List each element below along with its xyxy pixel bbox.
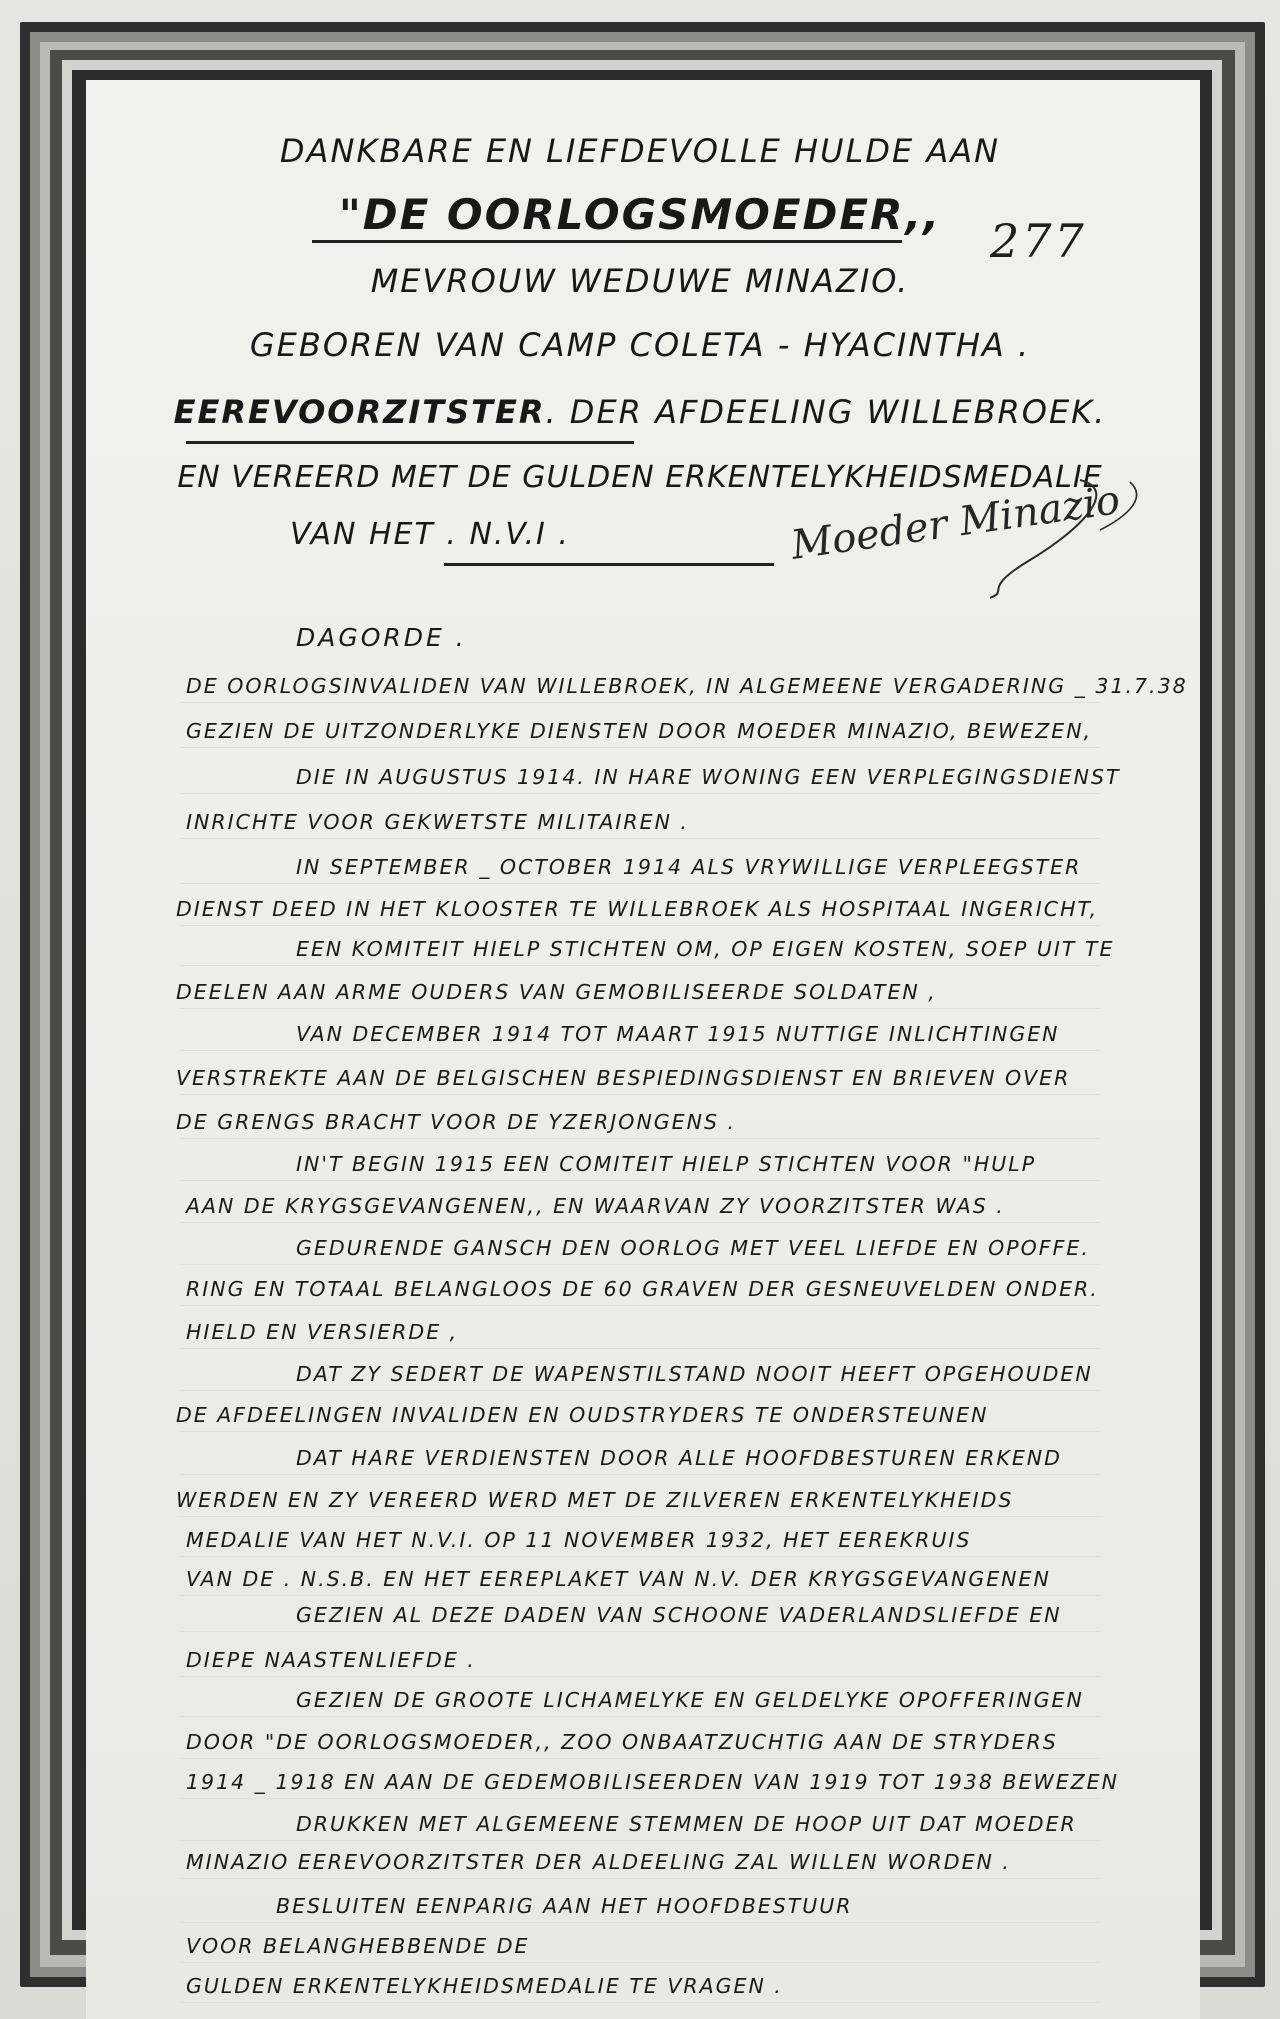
ruled-line [180,1431,1100,1432]
body-line: RING EN TOTAAL BELANGLOOS DE 60 GRAVEN DER GESNEUVELDEN ONDER. [186,1277,1099,1301]
ruled-line [180,1758,1100,1759]
body-line: DRUKKEN MET ALGEMEENE STEMMEN DE HOOP UIT DAT MOEDER [296,1812,1077,1836]
ruled-line [180,1556,1100,1557]
header-line-5-rest: . DER AFDEELING WILLEBROEK. [545,393,1107,431]
header-line-4: GEBOREN VAN CAMP COLETA - HYACINTHA . [249,326,1031,364]
ruled-line [180,1516,1100,1517]
ruled-line [180,965,1100,966]
body-line: VERSTREKTE AAN DE BELGISCHEN BESPIEDINGSDIENST EN BRIEVEN OVER [176,1066,1071,1090]
ruled-line [180,1474,1100,1475]
body-line: DE AFDEELINGEN INVALIDEN EN OUDSTRYDERS TE ONDERSTEUNEN [176,1403,989,1427]
ruled-line [180,1348,1100,1349]
ruled-line [180,1922,1100,1923]
honorary-chair-underline [186,441,634,444]
body-line: AAN DE KRYGSGEVANGENEN,, EN WAARVAN ZY VOORZITSTER WAS . [186,1194,1005,1218]
ruled-line [180,1050,1100,1051]
body-line: DOOR "DE OORLOGSMOEDER,, ZOO ONBAATZUCHTIG AAN DE STRYDERS [186,1730,1058,1754]
body-line: DIE IN AUGUSTUS 1914. IN HARE WONING EEN VERPLEGINGSDIENST [296,765,1121,789]
handwritten-signature: Moeder Minazio [788,477,1123,569]
ruled-line [180,925,1100,926]
body-line: GULDEN ERKENTELYKHEIDSMEDALIE TE VRAGEN . [186,1974,783,1998]
body-line: WERDEN EN ZY VEREERD WERD MET DE ZILVEREN ERKENTELYKHEIDS [176,1488,1014,1512]
signature-flourish [780,470,1160,600]
ruled-line [180,1094,1100,1095]
honorary-chair-word: EEREVOORZITSTER [173,393,546,431]
body-line: DIEPE NAASTENLIEFDE . [186,1648,476,1672]
header-line-5 [0,393,1280,431]
agenda-heading: DAGORDE . [296,623,467,652]
header-line-3: MEVROUW WEDUWE MINAZIO. [370,262,910,300]
body-line: DAT ZY SEDERT DE WAPENSTILSTAND NOOIT HEEFT OPGEHOUDEN [296,1362,1093,1386]
header-line-7: VAN HET . N.V.I . [290,517,570,552]
ruled-line [180,702,1100,703]
ruled-line [180,1138,1100,1139]
ruled-line [180,1631,1100,1632]
body-line: IN'T BEGIN 1915 EEN COMITEIT HIELP STICHTEN VOOR "HULP [296,1152,1037,1176]
body-line: 1914 _ 1918 EN AAN DE GEDEMOBILISEERDEN VAN 1919 TOT 1938 BEWEZEN [186,1770,1119,1794]
body-line: MEDALIE VAN HET N.V.I. OP 11 NOVEMBER 1932, HET EEREKRUIS [186,1528,972,1552]
body-line: DAT HARE VERDIENSTEN DOOR ALLE HOOFDBESTUREN ERKEND [296,1446,1062,1470]
ruled-line [180,793,1100,794]
body-line: INRICHTE VOOR GEKWETSTE MILITAIREN . [186,810,689,834]
body-line: IN SEPTEMBER _ OCTOBER 1914 ALS VRYWILLIGE VERPLEEGSTER [296,855,1082,879]
body-line: MINAZIO EEREVOORZITSTER DER ALDEELING ZAL WILLEN WORDEN . [186,1850,1011,1874]
body-line: DIENST DEED IN HET KLOOSTER TE WILLEBROEK ALS HOSPITAAL INGERICHT, [176,897,1099,921]
body-line: GEDURENDE GANSCH DEN OORLOG MET VEEL LIEFDE EN OPOFFE. [296,1236,1090,1260]
body-line: VOOR BELANGHEBBENDE DE [186,1934,530,1958]
header-line-1: DANKBARE EN LIEFDEVOLLE HULDE AAN [279,132,1001,170]
ruled-line [180,1264,1100,1265]
ruled-line [180,1716,1100,1717]
body-line: VAN DE . N.S.B. EN HET EEREPLAKET VAN N.V. DER KRYGSGEVANGENEN [186,1567,1051,1591]
ruled-line [180,1676,1100,1677]
ruled-line [180,1595,1100,1596]
header-line-6: EN VEREERD MET DE GULDEN ERKENTELYKHEIDSMEDALIE [177,460,1103,495]
ruled-line [180,1180,1100,1181]
ruled-line [180,747,1100,748]
body-line: HIELD EN VERSIERDE , [186,1320,459,1344]
title-underline [312,240,902,243]
ruled-line [180,1878,1100,1879]
body-line: GEZIEN DE GROOTE LICHAMELYKE EN GELDELYKE OPOFFERINGEN [296,1688,1084,1712]
ruled-line [180,1222,1100,1223]
body-line: DE GRENGS BRACHT VOOR DE YZERJONGENS . [176,1110,736,1134]
ruled-line [180,1390,1100,1391]
ruled-line [180,1840,1100,1841]
body-line: GEZIEN AL DEZE DADEN VAN SCHOONE VADERLANDSLIEFDE EN [296,1603,1062,1627]
document-title: "DE OORLOGSMOEDER,, [338,190,942,239]
ruled-line [180,883,1100,884]
body-line: EEN KOMITEIT HIELP STICHTEN OM, OP EIGEN KOSTEN, SOEP UIT TE [296,937,1115,961]
body-line: GEZIEN DE UITZONDERLYKE DIENSTEN DOOR MOEDER MINAZIO, BEWEZEN, [186,719,1093,743]
ruled-line [180,2002,1100,2003]
file-number: 277 [990,214,1087,268]
body-line: VAN DECEMBER 1914 TOT MAART 1915 NUTTIGE INLICHTINGEN [296,1022,1060,1046]
ruled-line [180,1962,1100,1963]
body-line: DEELEN AAN ARME OUDERS VAN GEMOBILISEERDE SOLDATEN , [176,980,937,1004]
ruled-line [180,1798,1100,1799]
ruled-line [180,1305,1100,1306]
body-line: DE OORLOGSINVALIDEN VAN WILLEBROEK, IN ALGEMEENE VERGADERING _ 31.7.38 [186,674,1188,698]
ruled-line [180,1008,1100,1009]
body-line: BESLUITEN EENPARIG AAN HET HOOFDBESTUUR [276,1894,853,1918]
nvi-underline [444,563,774,566]
ruled-line [180,838,1100,839]
